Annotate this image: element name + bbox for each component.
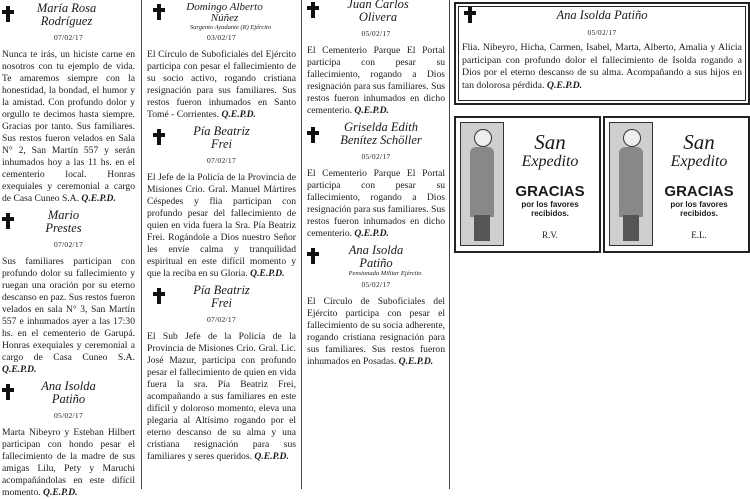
card-initials: E.L.	[691, 230, 707, 240]
obituary-notice	[145, 2, 298, 121]
card-subtitle: Expedito	[670, 153, 728, 170]
notice-text: El Círculo de Suboficiales del Ejército participa con pesar el fallecimiento de su socia adherente, rogando cristiana resignación para sus familiares. Sus restos fueron inhumados en Posadas. Q.E.P.D.	[307, 296, 445, 367]
cross-icon	[2, 6, 14, 22]
deceased-name: Mario Prestes	[45, 208, 82, 235]
deceased-name: Griselda Edith Benítez Schöller	[340, 120, 422, 147]
notice-date: 07/02/17	[206, 315, 237, 324]
cross-icon	[153, 288, 165, 304]
notice-text: El Círculo de Suboficiales del Ejército participa con pesar el fallecimiento de su socio activo, rogando cristiana resignación para sus familiares. Sus restos fueron inhumados en Santo Tomé - Corrientes. Q.E.P.D.	[147, 49, 296, 120]
deceased-name: Ana Isolda Patiño	[348, 243, 404, 270]
obituary-notice	[0, 209, 137, 376]
notice-date: 05/02/17	[361, 152, 391, 161]
column-1	[0, 0, 137, 498]
deceased-name: Pía Beatriz Frei	[193, 124, 250, 151]
card-subtitle: Expedito	[521, 153, 579, 170]
notice-date: 05/02/17	[361, 280, 391, 289]
cross-icon	[2, 384, 14, 400]
saint-image	[609, 122, 653, 246]
rank-subtitle: Pensionada Militar Ejército	[348, 270, 422, 277]
san-expedito-card	[454, 116, 601, 253]
deceased-name: Ana Isolda Patiño	[41, 379, 96, 406]
notice-text: El Cementerio Parque El Portal participa con pesar su fallecimiento, rogando a Dios resignación para sus familiares. Sus restos fueron inhumados en dicho cementerio. Q.E.P.D.	[307, 168, 445, 239]
notice-text: El Sub Jefe de la Policía de la Provincia de Misiones Crio. Gral. Lic. José Mazur, participa con profundo pesar el fallecimiento de quien en vida fuera la sra. Pía Beatriz Frei, acompañando a sus familiares en este difícil y doloroso momento, eleva una plegaria al Altísimo rogando por el eterno descanso de su alma y una cristiana resignación para sus familiares y seres queridos. Q.E.P.D.	[147, 331, 296, 462]
notice-date: 07/02/17	[53, 240, 84, 249]
card-title: San	[534, 130, 566, 154]
notice-date: 03/02/17	[206, 33, 237, 42]
obituary-notice	[0, 2, 137, 205]
cross-icon	[153, 129, 165, 145]
deceased-name: Juan Carlos Olivera	[347, 0, 409, 24]
column-4	[452, 0, 750, 489]
column-2	[145, 0, 298, 489]
notice-date: 05/02/17	[587, 28, 617, 37]
notice-text: El Cementerio Parque El Portal participa con pesar su fallecimiento, rogando a Dios resignación para sus familiares. Sus restos fueron inhumados en dicho cementerio. Q.E.P.D.	[307, 45, 445, 116]
cross-icon	[2, 213, 14, 229]
obituary-notice	[145, 284, 298, 463]
column-3	[305, 0, 447, 489]
deceased-name: Pía Beatriz Frei	[193, 283, 250, 310]
cross-icon	[307, 2, 319, 18]
card-initials: R.V.	[542, 230, 558, 240]
obituary-notice	[145, 125, 298, 280]
deceased-name: Domingo Alberto Núñez	[186, 1, 263, 24]
thanks-heading: GRACIAS	[664, 183, 734, 200]
notice-text: El Jefe de la Policía de la Provincia de Misiones Crio. Gral. Manuel Mártires Céspedes y flia participan con profundo pesar del fallecimiento de quien en vida fuera la Sra. Pía Beatriz Frei. Rogándole a Dios nuestro Señor les envíe calma y tranquilidad espiritual en este difícil momento y que la reciba en su Gloria. Q.E.P.D.	[147, 172, 296, 279]
obituary-notice	[305, 244, 447, 368]
san-expedito-card	[603, 116, 750, 253]
notice-text: Marta Nibeyro y Esteban Hilbert participan con hondo pesar el fallecimiento de la madre de sus amigas Lilu, Pety y Maruchi acompañándolas en este difícil momento. Q.E.P.D.	[2, 427, 135, 498]
cross-icon	[307, 248, 319, 264]
thanks-text: por los favores recibidos.	[670, 200, 728, 218]
notice-date: 05/02/17	[361, 29, 391, 38]
thanks-heading: GRACIAS	[515, 183, 585, 200]
notice-date: 07/02/17	[53, 33, 84, 42]
cross-icon	[153, 4, 165, 20]
rank-subtitle: Sargento Ayudante (R) Ejército	[189, 24, 272, 31]
cross-icon	[307, 127, 319, 143]
thanks-text: por los favores recibidos.	[521, 200, 579, 218]
notice-date: 05/02/17	[53, 411, 84, 420]
obituary-notice	[0, 380, 137, 499]
notice-date: 07/02/17	[206, 156, 237, 165]
notice-text: Flia. Nibeyro, Hicha, Carmen, Isabel, Marta, Alberto, Amalia y Alicia participan con profundo dolor el fallecimiento de Isolda rogando a Dios por el eterno descanso de su alma. Acompañando a sus hijos en tan dolorosa pérdida. Q.E.P.D.	[462, 42, 742, 91]
obituary-notice	[305, 121, 447, 240]
saint-image	[460, 122, 504, 246]
obituary-notice	[305, 0, 447, 117]
card-title: San	[683, 130, 715, 154]
notice-text: Nunca te irás, un hiciste carne en nosotros con tu ejemplo de vida. Te amaremos siempre con la honestidad, la bondad, el humor y la amistad. Con profundo dolor y orgullo te decimos hasta siempre. Gracias por tanto. Sus familiares. Sus restos fueron velados en Sala N° 2, San Martín 557 y serán inhumados hoy a las 11 hs. en el cementerio local. Honras exequiales y ceremonial a cargo de Casa Cuneo S.A. Q.E.P.D.	[2, 49, 135, 204]
notice-text: Sus familiares participan con profundo dolor su fallecimiento y ruegan una oración por su eterno descanso en paz. Sus restos fueron velados en sala N° 3, San Martín 557 e inhumados ayer a las 17:30 hs. en el cementerio de Garupá. Honras exequiales y ceremonial a cargo de Casa Cuneo S.A. Q.E.P.D.	[2, 256, 135, 375]
featured-obituary-frame	[454, 2, 750, 105]
deceased-name: Ana Isolda Patiño	[556, 8, 648, 22]
deceased-name: María Rosa Rodríguez	[36, 1, 97, 28]
